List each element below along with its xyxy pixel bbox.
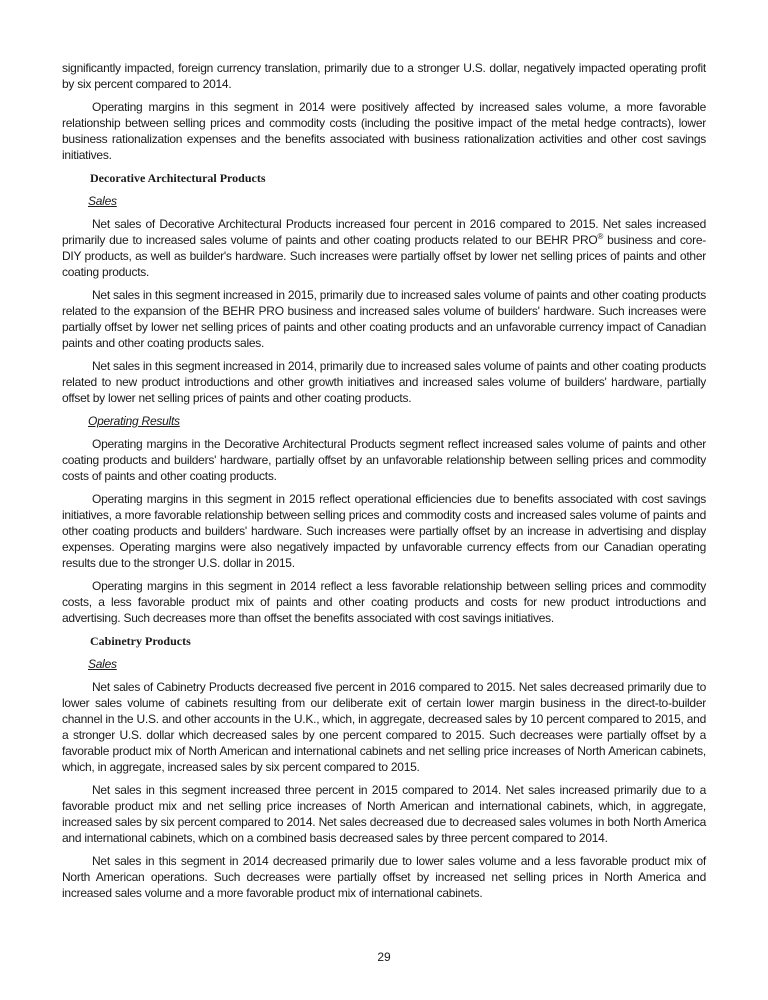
paragraph: Net sales in this segment increased in 2015, primarily due to increased sales volume of paints and other coating products related to the expansion of the BEHR PRO business and increased sales volume of builders' hardware. Such increases were partially offset by lower net selling prices of paints and other coating products and an unfavorable currency impact of Canadian paints and other coating products sales. [62,288,706,350]
section-heading-cabinetry: Cabinetry Products [90,634,191,648]
paragraph: Net sales in this segment increased three percent in 2015 compared to 2014. Net sales increased primarily due to a favorable product mix and net selling price increases of North American and international cabinets, which, in aggregate, increased sales by six percent compared to 2014. Net sales decreased due to decreased sales volumes in both North America and international cabinets, which on a combined basis decreased sales by three percent compared to 2014. [62,783,706,845]
paragraph [62,216,706,280]
paragraph: Net sales in this segment increased in 2014, primarily due to increased sales volume of paints and other coating products related to new product introductions and other growth initiatives and increased sales volume of builders' hardware, partially offset by lower net selling prices of paints and other coating products. [62,359,706,405]
paragraph: Net sales of Cabinetry Products decreased five percent in 2016 compared to 2015. Net sales decreased primarily due to lower sales volume of cabinets resulting from our deliberate exit of certain lower margin business in the direct-to-builder channel in the U.S. and other accounts in the U.K., which, in aggregate, decreased sales by 10 percent compared to 2015, and a stronger U.S. dollar which decreased sales by one percent compared to 2015. Such decreases were partially offset by a favorable product mix of North American and international cabinets and net selling price increases of North American cabinets, which, in aggregate, increased sales by six percent compared to 2015. [62,680,706,774]
section-heading-decorative: Decorative Architectural Products [90,171,266,185]
document-body [62,60,706,908]
paragraph: Operating margins in the Decorative Architectural Products segment reflect increased sales volume of paints and other coating products and builders' hardware, partially offset by an unfavorable relationship between selling prices and commodity costs of paints and other coating products. [62,437,706,483]
paragraph: Net sales in this segment in 2014 decreased primarily due to lower sales volume and a less favorable product mix of North American operations. Such decreases were partially offset by increased net selling prices in North America and increased sales volume and a more favorable product mix of international cabinets. [62,854,706,900]
paragraph: Operating margins in this segment in 2014 reflect a less favorable relationship between selling prices and commodity costs, a less favorable product mix of paints and other coating products and costs for new product introductions and advertising. Such decreases more than offset the benefits associated with cost savings initiatives. [62,579,706,625]
subheading-sales: Sales [88,194,117,208]
subheading-operating-results: Operating Results [88,414,180,428]
registered-mark: ® [597,232,604,241]
page-number: 29 [377,950,391,964]
paragraph: Operating margins in this segment in 2015 reflect operational efficiencies due to benefits associated with cost savings initiatives, a more favorable relationship between selling prices and commodity costs and increased sales volume of paints and other coating products and builders' hardware. Such increases were partially offset by an increase in advertising and display expenses. Operating margins were also negatively impacted by unfavorable currency effects from our Canadian operating results due to the stronger U.S. dollar in 2015. [62,492,706,570]
paragraph: significantly impacted, foreign currency translation, primarily due to a stronger U.S. dollar, negatively impacted operating profit by six percent compared to 2014. [62,61,706,91]
subheading-sales: Sales [88,657,117,671]
text: Net sales of Decorative Architectural Products increased four percent in 2016 compared to 2015. Net sales increased primarily due to increased sales volume of paints and other coating products related to our BEHR PRO [62,217,706,247]
paragraph: Operating margins in this segment in 2014 were positively affected by increased sales volume, a more favorable relationship between selling prices and commodity costs (including the positive impact of the metal hedge contracts), lower business rationalization expenses and the benefits associated with business rationalization activities and other cost savings initiatives. [62,100,706,162]
text: business and core-DIY products, as well as builder's hardware. Such increases were partially offset by lower net selling prices of paints and other coating products. [62,233,706,279]
